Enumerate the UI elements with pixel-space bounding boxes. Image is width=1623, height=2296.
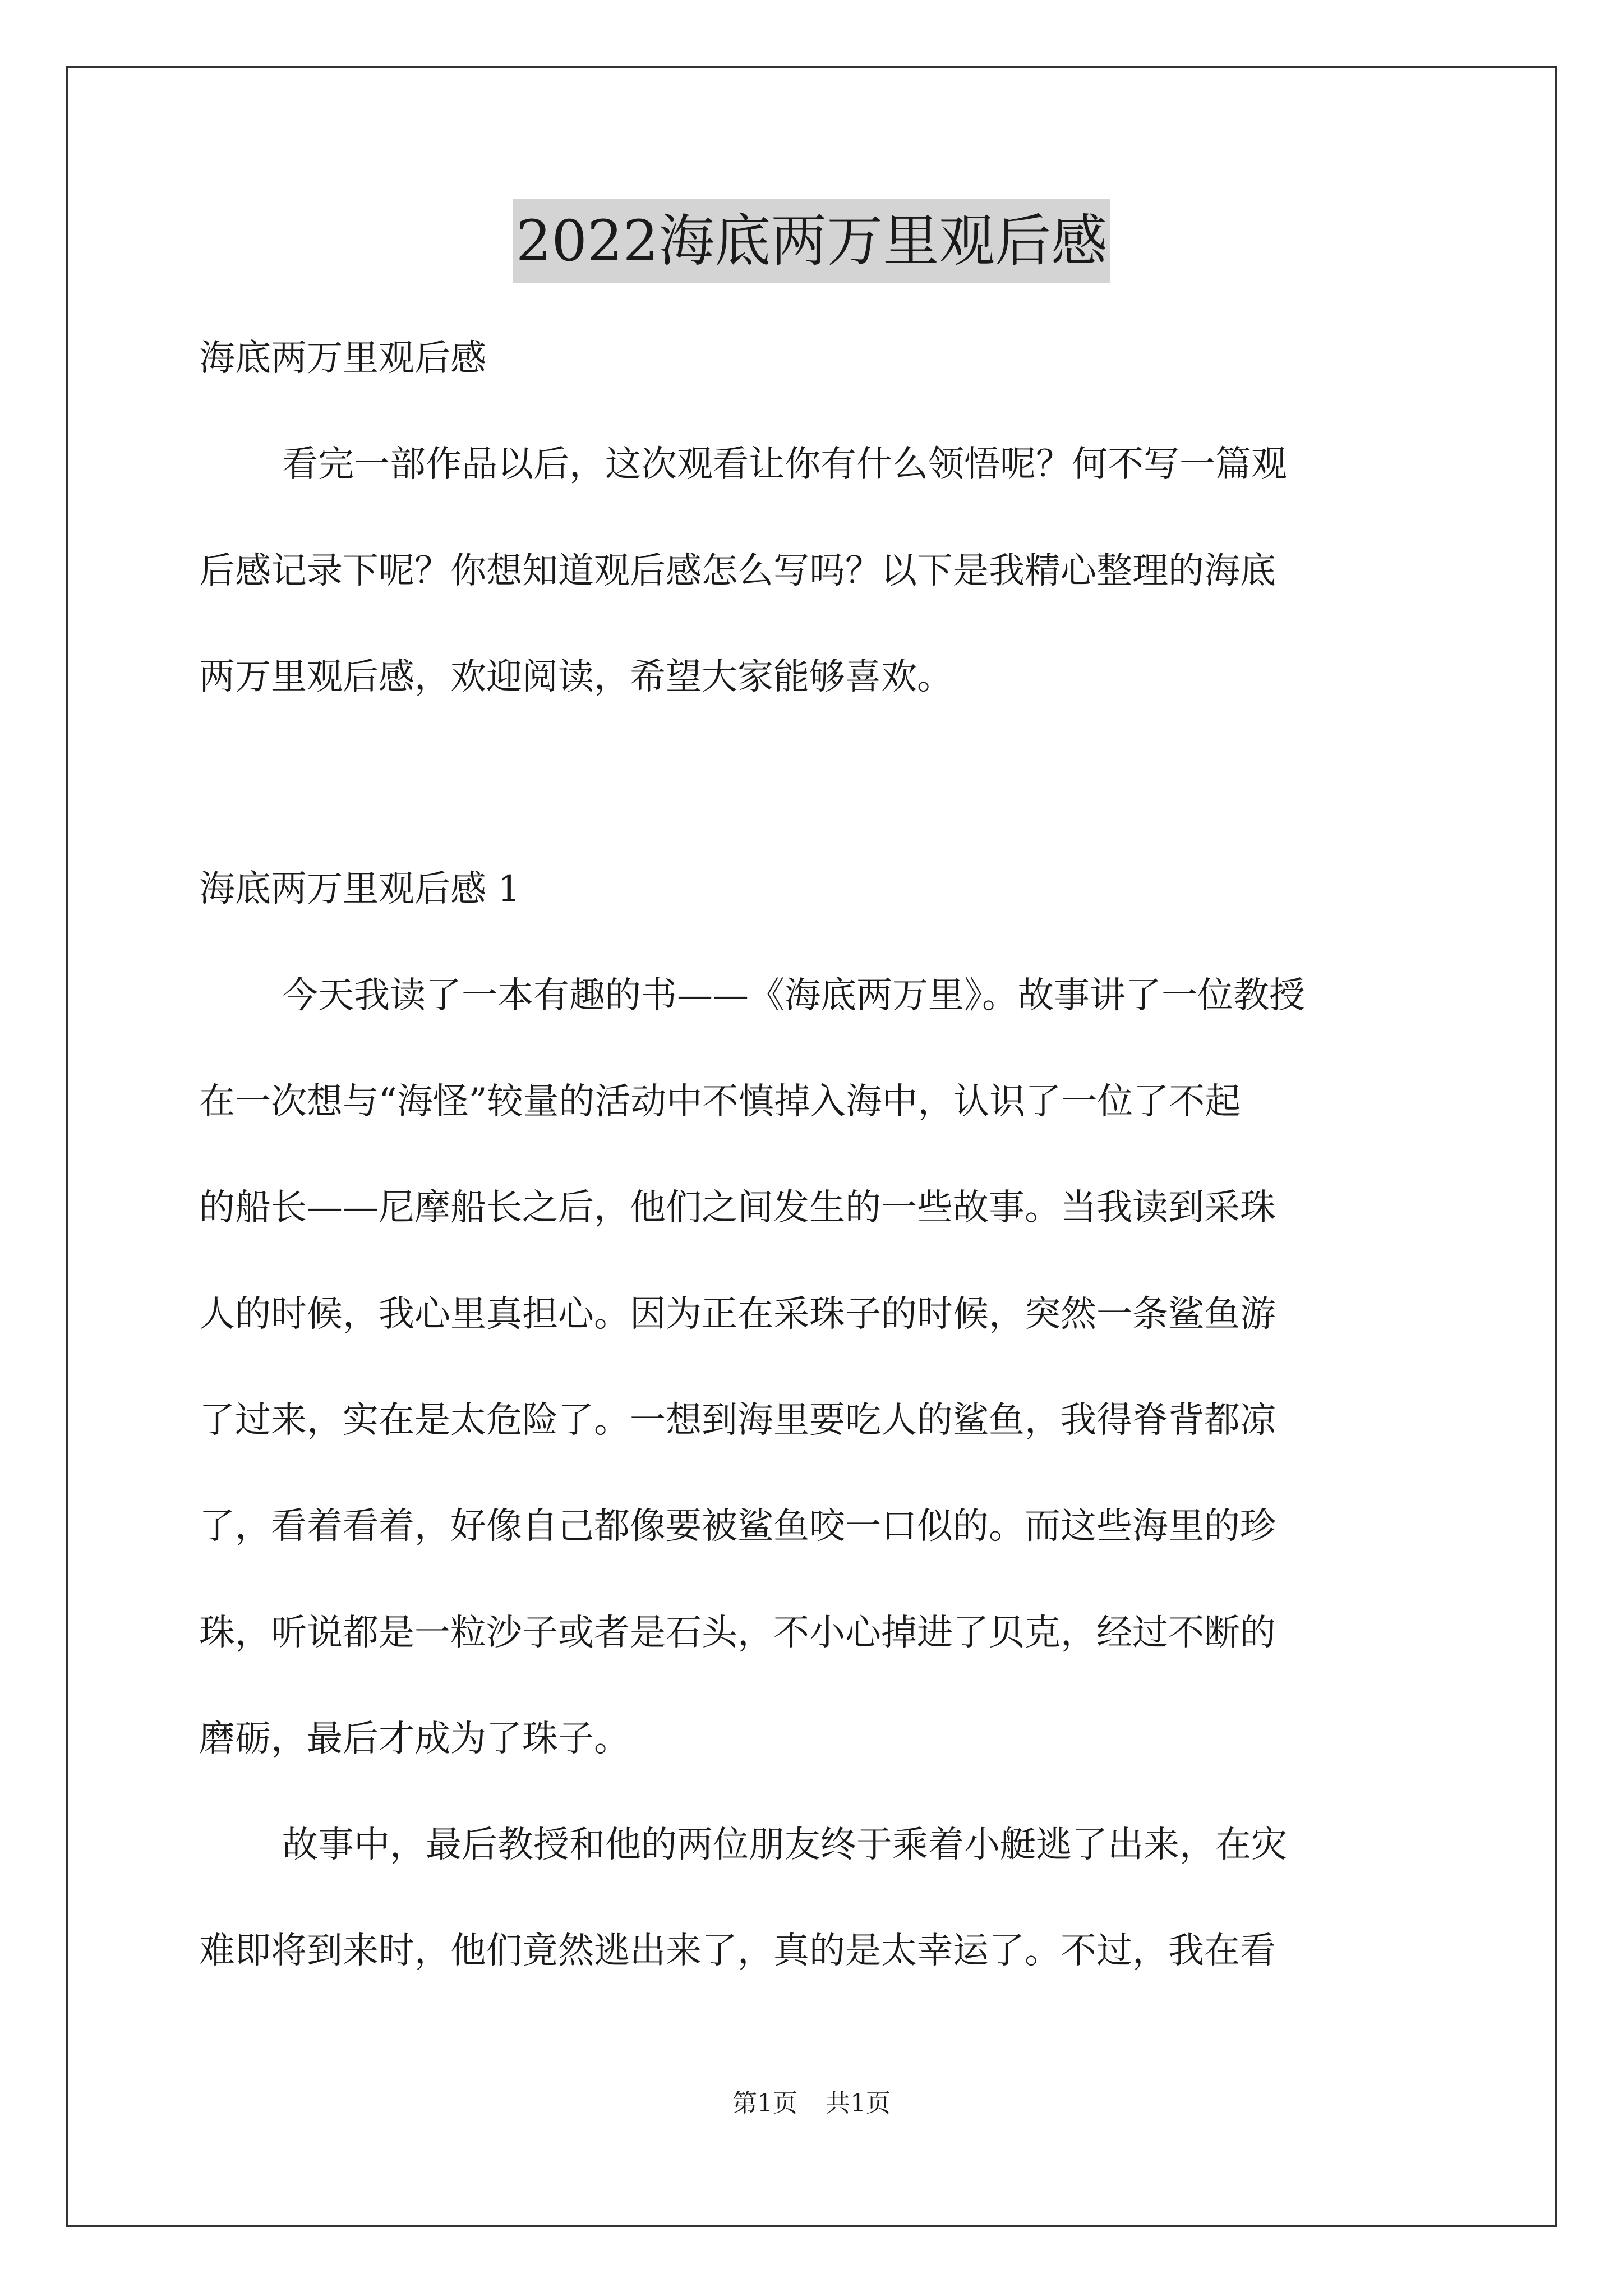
- document-title: 2022海底两万里观后感: [513, 199, 1111, 283]
- section-heading: 海底两万里观后感 1: [199, 868, 521, 910]
- paragraph-line: 难即将到来时，他们竟然逃出来了，真的是太幸运了。不过，我在看: [199, 1930, 1276, 1972]
- paragraph-line: 今天我读了一本有趣的书——《海底两万里》。故事讲了一位教授: [282, 974, 1305, 1016]
- paragraph-line: 了，看着看着，好像自己都像要被鲨鱼咬一口似的。而这些海里的珍: [199, 1506, 1276, 1548]
- page-number-total: 共1页: [826, 2089, 891, 2118]
- paragraph-line: 了过来，实在是太危险了。一想到海里要吃人的鲨鱼，我得脊背都凉: [199, 1399, 1276, 1441]
- paragraph-line: 两万里观后感，欢迎阅读，希望大家能够喜欢。: [199, 656, 953, 698]
- paragraph-line: 看完一部作品以后，这次观看让你有什么领悟呢？何不写一篇观: [282, 444, 1287, 486]
- title-container: [0, 199, 1623, 283]
- section-heading: 海底两万里观后感: [199, 338, 486, 379]
- paragraph-line: 人的时候，我心里真担心。因为正在采珠子的时候，突然一条鲨鱼游: [199, 1293, 1276, 1335]
- paragraph-line: 磨砺，最后才成为了珠子。: [199, 1718, 630, 1760]
- paragraph-line: 在一次想与“海怪”较量的活动中不慎掉入海中，认识了一位了不起: [199, 1081, 1241, 1123]
- page-footer: [0, 2087, 1623, 2120]
- paragraph-line: 的船长——尼摩船长之后，他们之间发生的一些故事。当我读到采珠: [199, 1187, 1276, 1229]
- document-body: [199, 306, 1433, 2005]
- blank-line: [199, 730, 1433, 836]
- paragraph-line: 故事中，最后教授和他的两位朋友终于乘着小艇逃了出来，在灾: [282, 1824, 1287, 1866]
- paragraph-line: 后感记录下呢？你想知道观后感怎么写吗？以下是我精心整理的海底: [199, 550, 1276, 592]
- page-number-current: 第1页: [732, 2089, 797, 2118]
- paragraph-line: 珠，听说都是一粒沙子或者是石头，不小心掉进了贝克，经过不断的: [199, 1612, 1276, 1654]
